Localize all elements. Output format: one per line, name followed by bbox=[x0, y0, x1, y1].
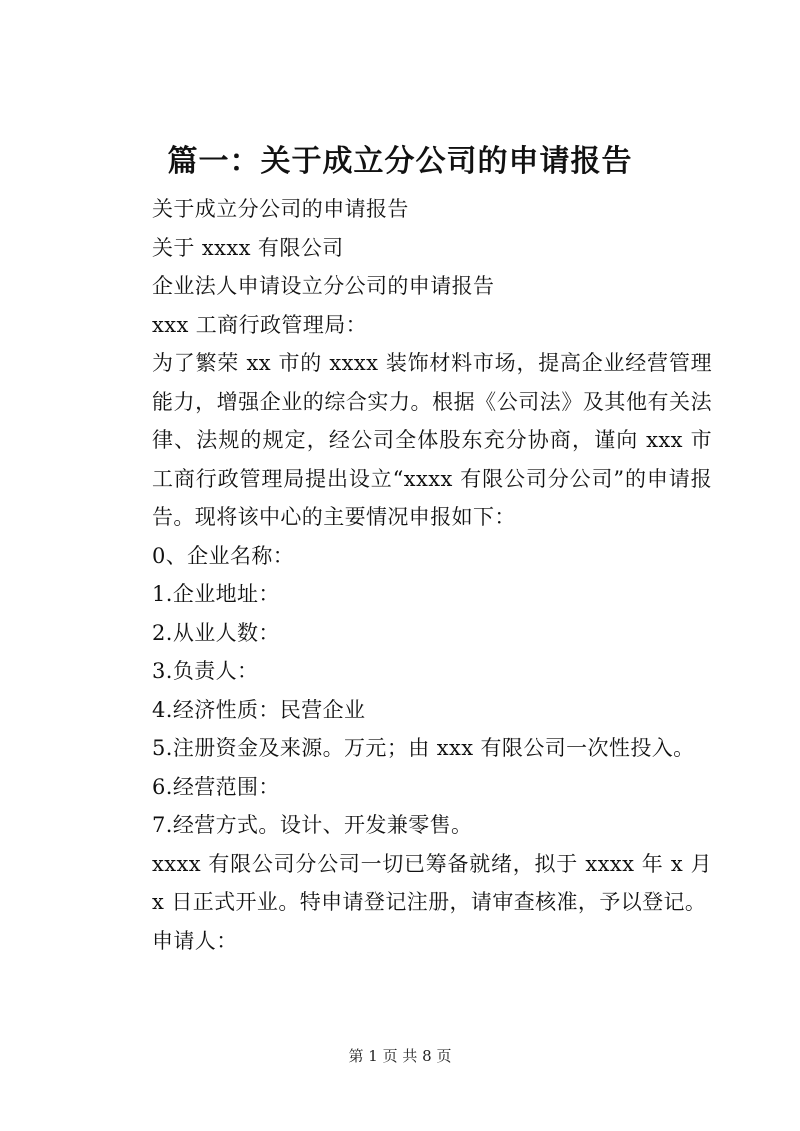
paragraph-applicant: 申请人： bbox=[152, 928, 238, 953]
paragraph-report-heading: 关于成立分公司的申请报告 bbox=[152, 197, 409, 221]
paragraph-addressee: xxx 工商行政管理局： bbox=[152, 312, 368, 337]
page-footer: 第 1 页 共 8 页 bbox=[348, 1047, 452, 1065]
document-title: 篇一：关于成立分公司的申请报告 bbox=[167, 144, 633, 179]
paragraph-closing: xxxx 有限公司分公司一切已筹备就绪，拟于 xxxx 年 x 月 x 日正式开业。特申请登记注册，请审查核准，予以登记。 bbox=[152, 851, 712, 914]
list-item-company-address: 1.企业地址： bbox=[152, 582, 280, 606]
document-body bbox=[112, 190, 712, 960]
list-item-business-mode: 7.经营方式。设计、开发兼零售。 bbox=[152, 813, 473, 837]
list-item-person-in-charge: 3.负责人： bbox=[152, 659, 259, 683]
list-item-business-scope: 6.经营范围： bbox=[152, 774, 280, 799]
list-item-registered-capital: 5.注册资金及来源。万元；由 xxx 有限公司一次性投入。 bbox=[152, 736, 695, 760]
list-item-company-name: 0、企业名称： bbox=[152, 543, 295, 568]
list-item-economic-nature: 4.经济性质：民营企业 bbox=[152, 697, 366, 722]
list-item-employee-count: 2.从业人数： bbox=[152, 620, 280, 645]
paragraph-report-subject: 企业法人申请设立分公司的申请报告 bbox=[152, 274, 495, 298]
paragraph-company-line: 关于 xxxx 有限公司 bbox=[152, 235, 344, 260]
paragraph-main-body: 为了繁荣 xx 市的 xxxx 装饰材料市场，提高企业经营管理能力，增强企业的综合实力。根据《公司法》及其他有关法律、法规的规定，经公司全体股东充分协商，谨向 xxx 市工商行政管理局提出设立“xxxx 有限公司分公司”的申请报告。现将该中心的主要情况申报如下： bbox=[152, 351, 712, 529]
